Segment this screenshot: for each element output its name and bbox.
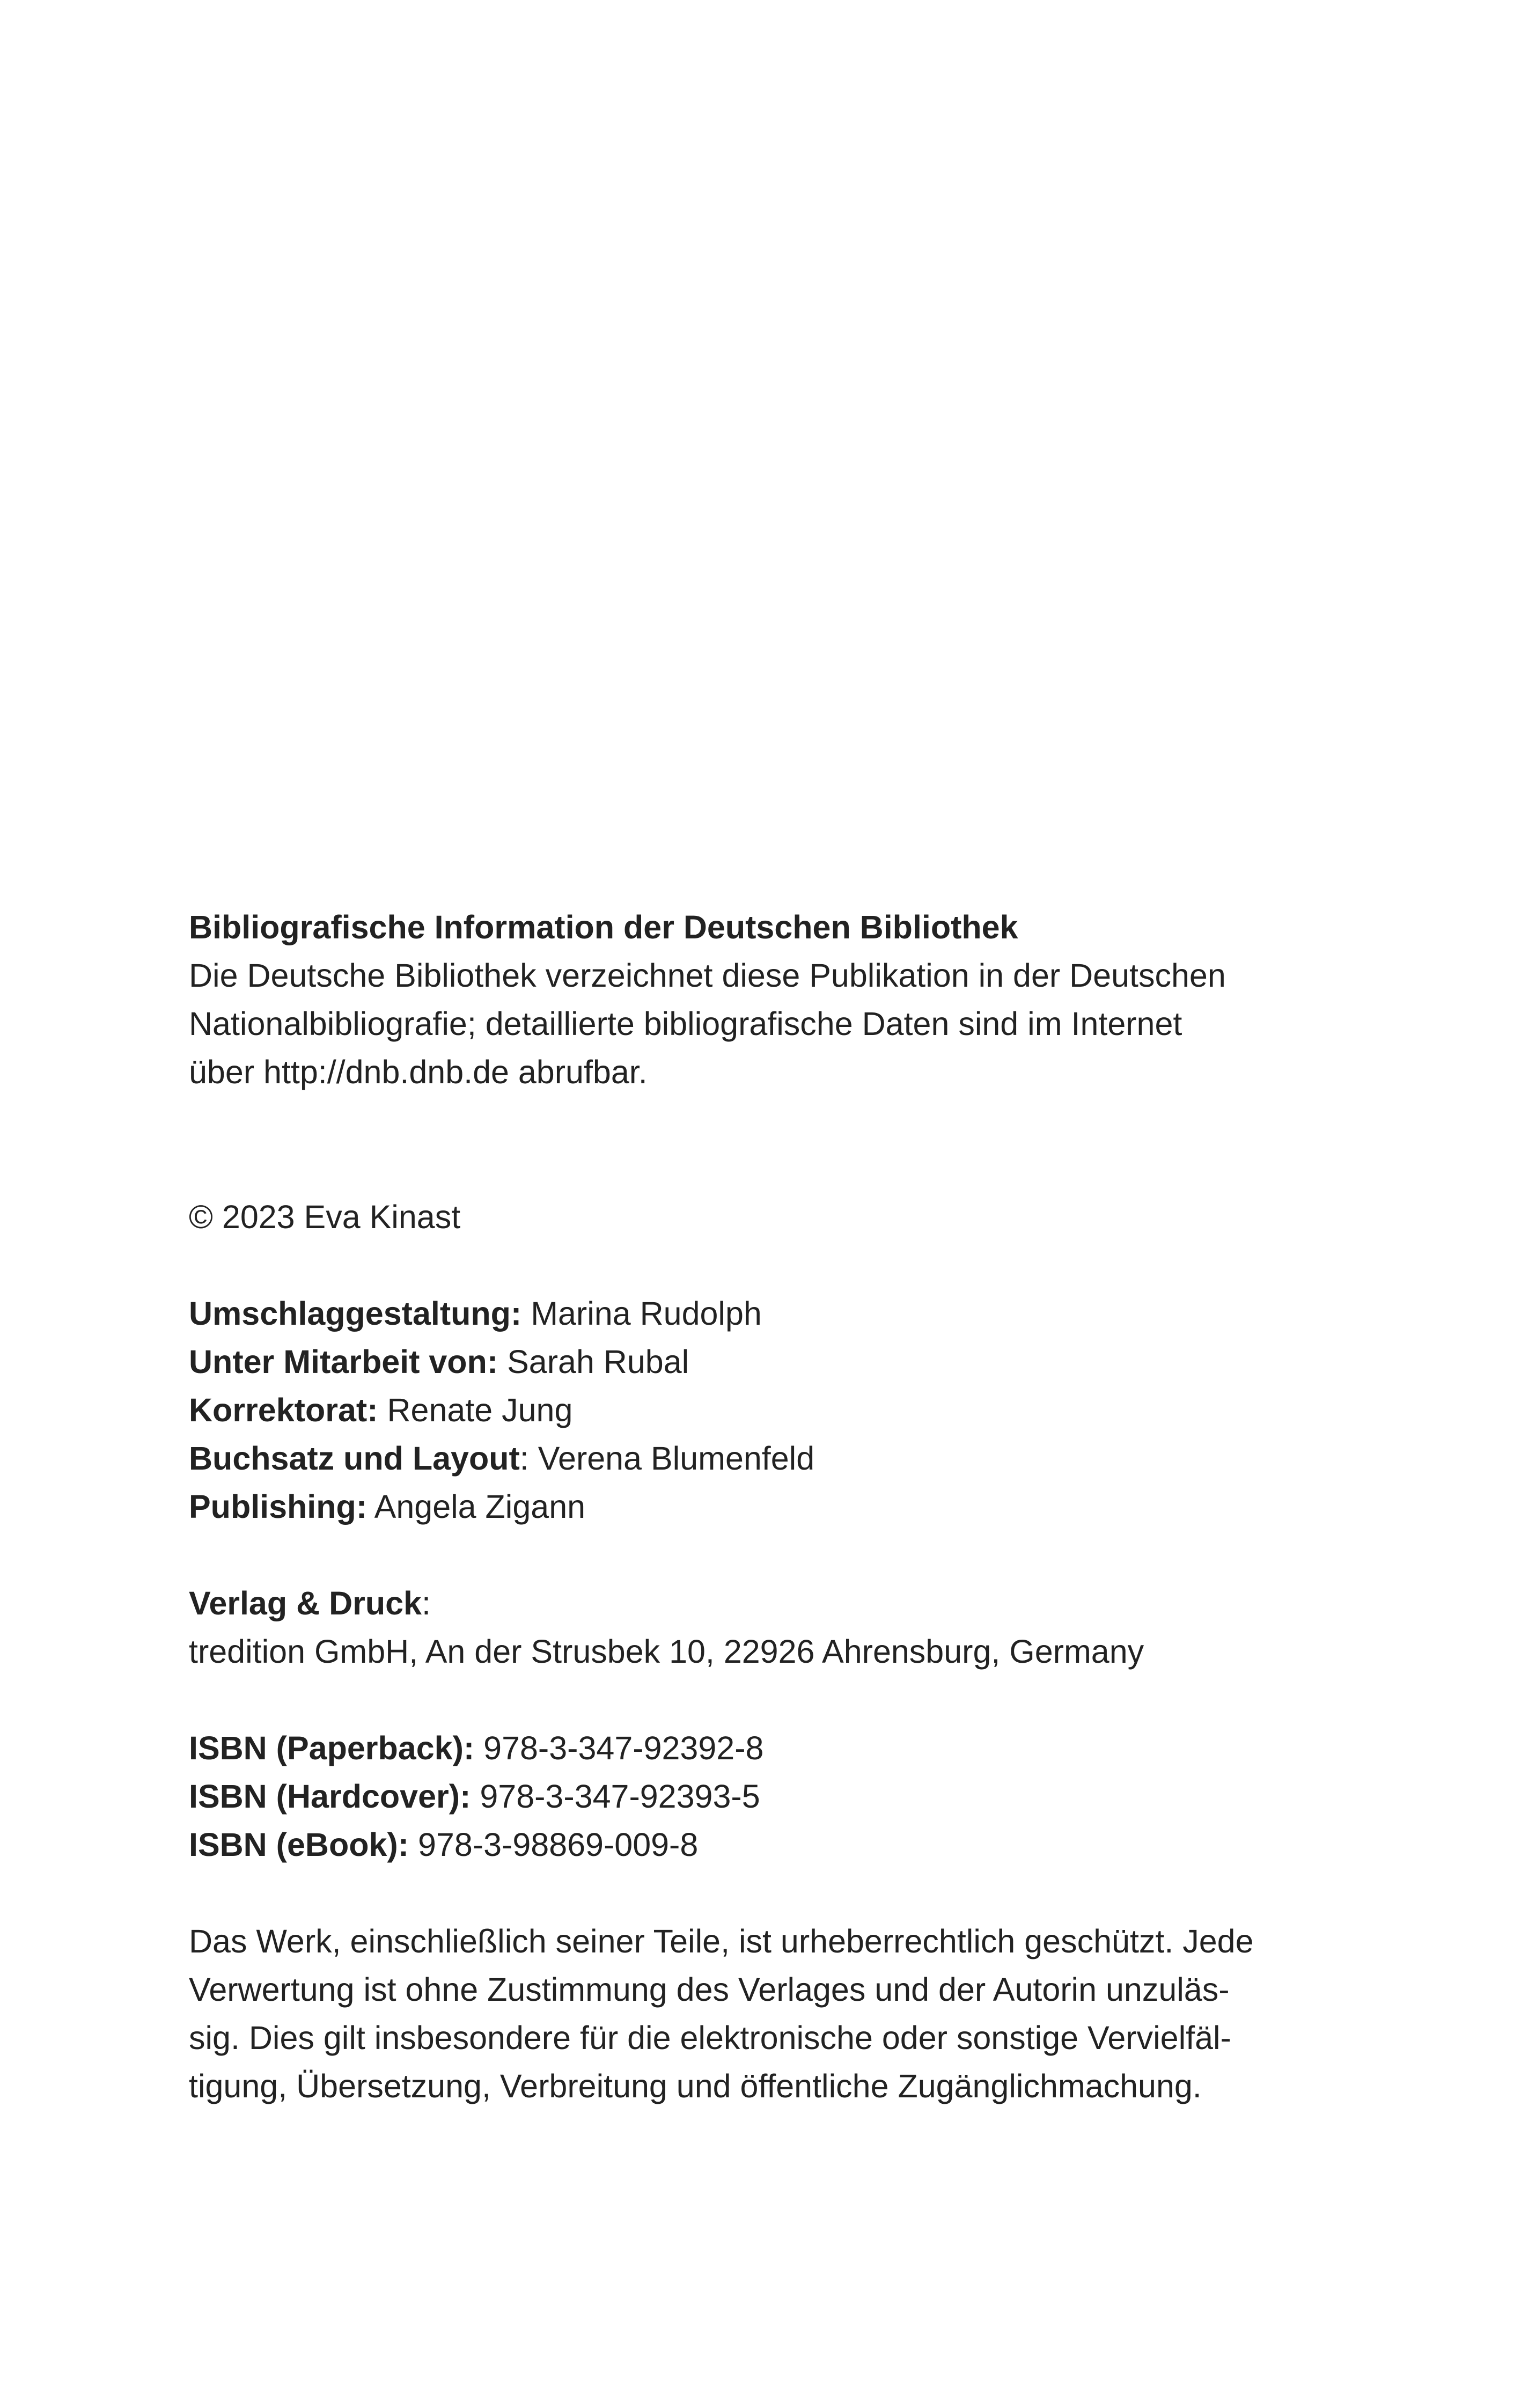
spacer [189,1096,1348,1193]
credit-publishing [189,1482,1348,1531]
bibliography-line-2: Nationalbibliografie; detaillierte bibliografische Daten sind im Internet [189,1005,1182,1042]
imprint-content [189,903,1348,2110]
isbn-value: 978-3-347-92393-5 [471,1778,760,1815]
credit-label: Unter Mitarbeit von: [189,1344,498,1380]
credit-value: Renate Jung [378,1392,573,1428]
copyright-line: © 2023 Eva Kinast [189,1199,461,1235]
credit-value: Sarah Rubal [498,1344,689,1380]
bibliography-line-3: über http://dnb.dnb.de abrufbar. [189,1054,648,1090]
legal-line-2: Verwertung ist ohne Zustimmung des Verlages und der Autorin unzuläs- [189,1971,1230,2008]
isbn-label: ISBN (eBook): [189,1826,409,1863]
credit-label: Umschlaggestaltung: [189,1295,522,1332]
credit-cover-design [189,1289,1348,1338]
isbn-hardcover [189,1772,1348,1820]
isbn-label: ISBN (Hardcover): [189,1778,471,1815]
credit-collaboration [189,1338,1348,1386]
credit-label: Publishing: [189,1488,368,1525]
credit-proofreading [189,1386,1348,1434]
credit-label: Buchsatz und Layout [189,1440,520,1477]
legal-line-3: sig. Dies gilt insbesondere für die elektronische oder sonstige Vervielfäl- [189,2020,1231,2056]
legal-line-1: Das Werk, einschließlich seiner Teile, ist urheberrechtlich geschützt. Jede [189,1923,1254,1959]
credit-typesetting [189,1434,1348,1482]
legal-line-4: tigung, Übersetzung, Verbreitung und öffentliche Zugänglichmachung. [189,2068,1202,2104]
credit-label: Korrektorat: [189,1392,378,1428]
credit-value: Marina Rudolph [521,1295,762,1332]
spacer [189,1531,1348,1579]
isbn-paperback [189,1724,1348,1772]
bibliography-heading: Bibliografische Information der Deutschen Bibliothek [189,909,1018,945]
isbn-value: 978-3-347-92392-8 [474,1730,764,1766]
publisher-label: Verlag & Druck [189,1585,422,1621]
publisher-address: tredition GmbH, An der Strusbek 10, 22926 Ahrensburg, Germany [189,1633,1144,1670]
spacer [189,1241,1348,1289]
publisher-heading [189,1579,1348,1627]
bibliography-line-1: Die Deutsche Bibliothek verzeichnet diese Publikation in der Deutschen [189,957,1226,994]
publisher-label-suffix: : [421,1585,431,1621]
credit-value: Angela Zigann [367,1488,586,1525]
spacer [189,1676,1348,1724]
spacer [189,1869,1348,1917]
isbn-label: ISBN (Paperback): [189,1730,475,1766]
credit-value: : Verena Blumenfeld [519,1440,815,1477]
isbn-value: 978-3-98869-009-8 [409,1826,699,1863]
isbn-ebook [189,1820,1348,1869]
